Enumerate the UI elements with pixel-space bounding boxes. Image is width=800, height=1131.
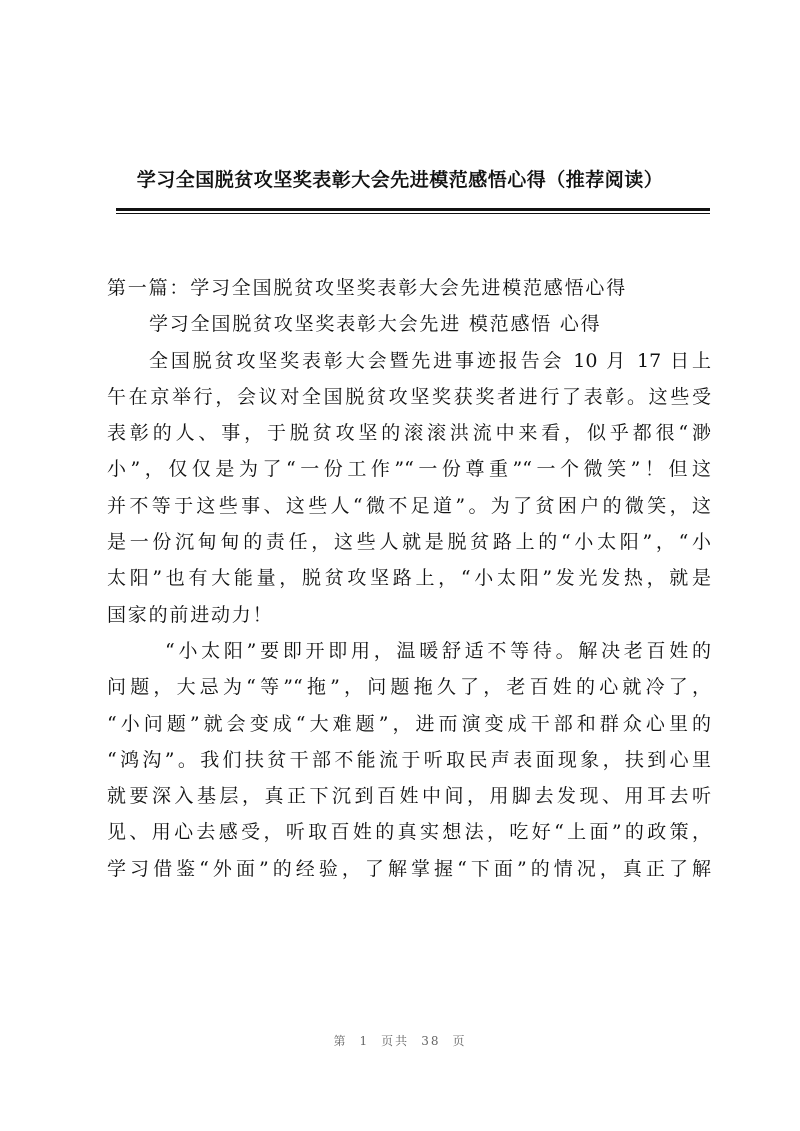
paragraph-line: 是一份沉甸甸的责任，这些人就是脱贫路上的“小太阳”，“小 xyxy=(107,531,711,554)
title-divider-thin xyxy=(116,213,710,214)
paragraph-line: 全国脱贫攻坚奖表彰大会暨先进事迹报告会 10 月 17 日上 xyxy=(149,349,711,372)
paragraph-line: 见、用心去感受，听取百姓的真实想法，吃好“上面”的政策， xyxy=(107,821,711,844)
current-page-number: 1 xyxy=(359,1034,370,1048)
title-divider xyxy=(116,208,710,211)
section-heading: 第一篇：学习全国脱贫攻坚奖表彰大会先进模范感悟心得 xyxy=(107,277,628,299)
document-title: 学习全国脱贫攻坚奖表彰大会先进模范感悟心得（推荐阅读） xyxy=(136,169,664,191)
page-footer xyxy=(0,1032,800,1049)
paragraph-line: 小”，仅仅是为了“一份工作”“一份尊重”“一个微笑”！但这 xyxy=(107,458,711,481)
paragraph-line: “小太阳”要即开即用，温暖舒适不等待。解决老百姓的 xyxy=(165,639,711,662)
paragraph-line: 太阳”也有大能量，脱贫攻坚路上，“小太阳”发光发热，就是 xyxy=(107,567,711,590)
paragraph-line: 表彰的人、事，于脱贫攻坚的滚滚洪流中来看，似乎都很“渺 xyxy=(107,422,711,445)
paragraph-line: 并不等于这些事、这些人“微不足道”。为了贫困户的微笑，这 xyxy=(107,494,711,517)
total-pages-number: 38 xyxy=(421,1034,441,1048)
footer-mid: 页共 xyxy=(381,1034,410,1048)
paragraph-line: “鸿沟”。我们扶贫干部不能流于听取民声表面现象，扶到心里 xyxy=(107,748,711,771)
paragraph-line: 国家的前进动力！ xyxy=(107,603,274,626)
paragraph-line: 问题，大忌为“等”“拖”，问题拖久了，老百姓的心就冷了， xyxy=(107,676,711,699)
footer-suffix: 页 xyxy=(452,1034,467,1048)
document-body xyxy=(107,270,711,887)
paragraph-line: 就要深入基层，真正下沉到百姓中间，用脚去发现、用耳去听 xyxy=(107,785,711,808)
paragraph-line: “小问题”就会变成“大难题”，进而演变成干部和群众心里的 xyxy=(107,712,711,735)
footer-prefix: 第 xyxy=(333,1034,348,1048)
paragraph-line: 午在京举行，会议对全国脱贫攻坚奖获奖者进行了表彰。这些受 xyxy=(107,385,711,408)
paragraph-line: 学习借鉴“外面”的经验，了解掌握“下面”的情况，真正了解 xyxy=(107,857,711,880)
subheading: 学习全国脱贫攻坚奖表彰大会先进 模范感悟 心得 xyxy=(149,313,602,336)
